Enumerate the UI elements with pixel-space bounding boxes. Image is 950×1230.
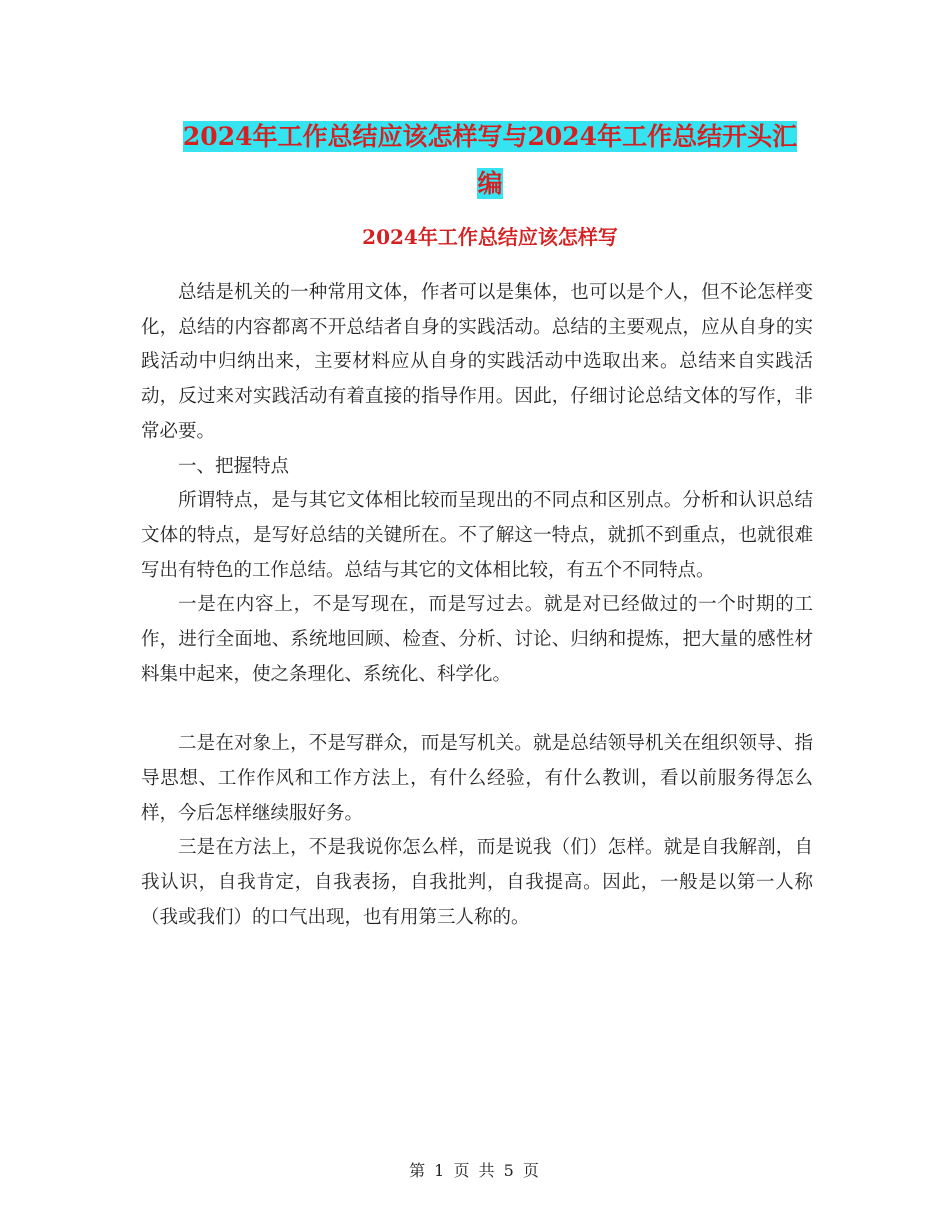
document-title [140,113,840,207]
paragraph-intro: 总结是机关的一种常用文体，作者可以是集体，也可以是个人，但不论怎样变化，总结的内容都离不开总结者自身的实践活动。总结的主要观点，应从自身的实践活动中归纳出来，主要材料应从自身的实践活动中选取出来。总结来自实践活动，反过来对实践活动有着直接的指导作用。因此，仔细讨论总结文体的写作，非常必要。 [141,282,813,442]
section-title: 2024年工作总结应该怎样写 [362,225,618,249]
page-footer: 第 1 页 共 5 页 [409,1161,541,1180]
title-line-1: 2024年工作总结应该怎样写与2024年工作总结开头汇 [182,122,798,151]
body-text [141,276,813,935]
title-line-2: 编 [477,169,503,198]
blank-line [141,692,813,727]
paragraph-method: 三是在方法上，不是我说你怎么样，而是说我（们）怎样。就是自我解剖，自我认识，自我肯定，自我表扬，自我批判，自我提高。因此，一般是以第一人称（我或我们）的口气出现，也有用第三人称的。 [141,837,813,928]
heading-grasp-features: 一、把握特点 [178,455,290,477]
paragraph-content: 一是在内容上，不是写现在，而是写过去。就是对已经做过的一个时期的工作，进行全面地、系统地回顾、检查、分析、讨论、归纳和提炼，把大量的感性材料集中起来，使之条理化、系统化、科学化。 [141,594,813,685]
paragraph-features: 所谓特点，是与其它文体相比较而呈现出的不同点和区别点。分析和认识总结文体的特点，是写好总结的关键所在。不了解这一特点，就抓不到重点，也就很难写出有特色的工作总结。总结与其它的文体相比较，有五个不同特点。 [141,490,813,581]
paragraph-object: 二是在对象上，不是写群众，而是写机关。就是总结领导机关在组织领导、指导思想、工作作风和工作方法上，有什么经验，有什么教训，看以前服务得怎么样，今后怎样继续服好务。 [141,733,813,824]
